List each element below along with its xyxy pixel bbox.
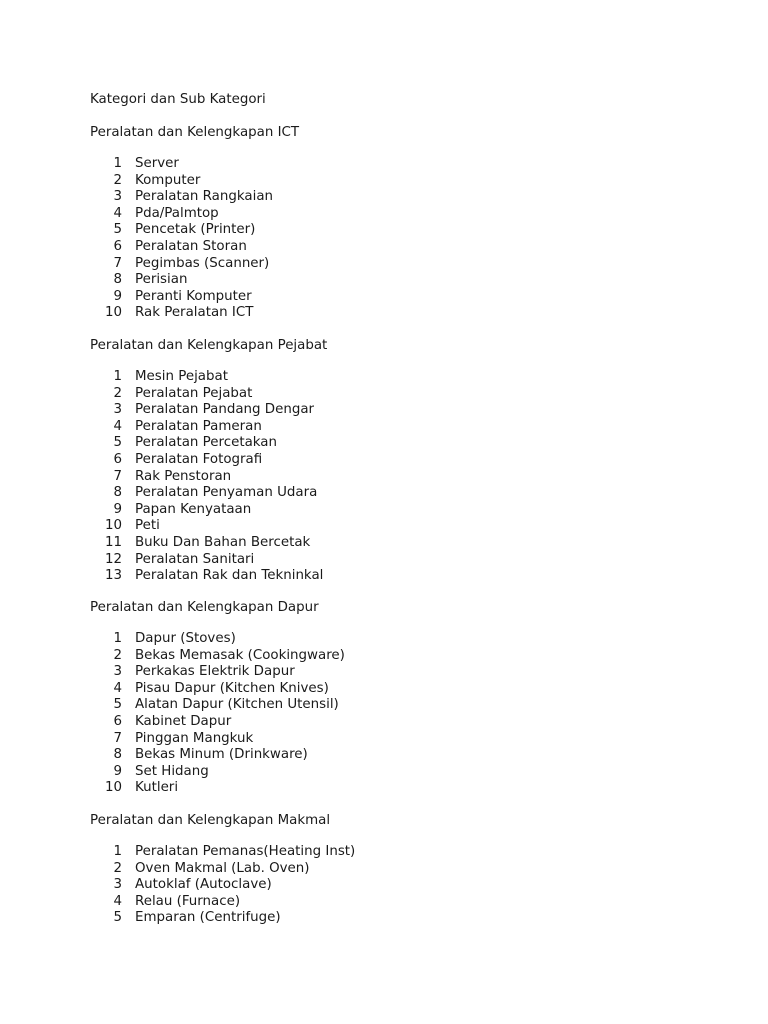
- list-item-number: 3: [113, 402, 122, 418]
- list-item-number: 1: [113, 369, 122, 384]
- list-item-label: Peti: [135, 518, 160, 534]
- list-item-number: 9: [113, 763, 122, 779]
- list-item-label: Buku Dan Bahan Bercetak: [135, 534, 311, 550]
- list-item-number: 10: [104, 780, 122, 796]
- list-item-number: 7: [113, 255, 122, 271]
- list-item-number: 2: [113, 860, 122, 876]
- list-item: [90, 402, 510, 419]
- list-item-number: 5: [113, 910, 122, 926]
- list-item: [90, 222, 510, 239]
- list-item: [90, 648, 510, 665]
- list-item-number: 5: [113, 697, 122, 713]
- list-item-number: 8: [113, 485, 122, 501]
- list-item-number: 4: [113, 205, 122, 221]
- list-item: [90, 435, 510, 452]
- list-item: [90, 910, 510, 927]
- list-item: [90, 844, 510, 861]
- list-item: [90, 502, 510, 519]
- list-item-number: 6: [113, 451, 122, 467]
- list-item-number: 10: [104, 518, 122, 534]
- list-item-number: 9: [113, 288, 122, 304]
- list-item-label: Pisau Dapur (Kitchen Knives): [135, 680, 329, 696]
- list-item-label: Peralatan Penyaman Udara: [135, 485, 318, 501]
- list-item-label: Peralatan Rangkaian: [135, 189, 274, 205]
- list-item-label: Pinggan Mangkuk: [135, 730, 254, 746]
- page-title: Kategori dan Sub Kategori: [90, 92, 266, 107]
- list-item-number: 3: [113, 664, 122, 680]
- list-item-label: Mesin Pejabat: [135, 369, 228, 384]
- list-item-number: 2: [113, 172, 122, 188]
- list-item-number: 1: [113, 156, 122, 171]
- list-item: [90, 369, 510, 386]
- list-item-label: Set Hidang: [135, 763, 209, 779]
- list-item: [90, 697, 510, 714]
- list-item: [90, 469, 510, 486]
- list-item-label: Peralatan Fotografi: [135, 451, 263, 467]
- list-item: [90, 568, 510, 585]
- list-item: [90, 189, 510, 206]
- list-item: [90, 485, 510, 502]
- list-item-label: Perisian: [135, 272, 188, 288]
- list-item: [90, 452, 510, 469]
- list-item: [90, 156, 510, 173]
- list-item: [90, 272, 510, 289]
- list-item-number: 10: [104, 305, 122, 321]
- list-item-number: 2: [113, 385, 122, 401]
- list-item-label: Komputer: [135, 172, 201, 188]
- list-item-number: 3: [113, 877, 122, 893]
- list-item-label: Peralatan Rak dan Tekninkal: [135, 568, 324, 584]
- section-heading-pejabat: Peralatan dan Kelengkapan Pejabat: [90, 338, 328, 353]
- list-item-number: 4: [113, 680, 122, 696]
- list-item: [90, 780, 510, 797]
- list-item: [90, 764, 510, 781]
- list-item-label: Papan Kenyataan: [135, 501, 252, 517]
- list-item-number: 7: [113, 730, 122, 746]
- list-item: [90, 552, 510, 569]
- list-item: [90, 256, 510, 273]
- list-item-number: 3: [113, 189, 122, 205]
- list-item: [90, 861, 510, 878]
- list-item-label: Peralatan Pandang Dengar: [135, 402, 315, 418]
- list-item: [90, 731, 510, 748]
- list-item-number: 1: [113, 631, 122, 646]
- list-item: [90, 631, 510, 648]
- section-heading-dapur: Peralatan dan Kelengkapan Dapur: [90, 600, 319, 615]
- list-item: [90, 877, 510, 894]
- list-item-number: 4: [113, 418, 122, 434]
- list-item-label: Pda/Palmtop: [135, 205, 219, 221]
- list-item-label: Peralatan Pameran: [135, 418, 262, 434]
- list-item-number: 2: [113, 647, 122, 663]
- list-item-number: 11: [104, 534, 122, 550]
- list-item: [90, 419, 510, 436]
- list-item-label: Server: [135, 156, 179, 171]
- list-item: [90, 289, 510, 306]
- item-list-ict: [90, 156, 510, 322]
- section-heading-ict: Peralatan dan Kelengkapan ICT: [90, 125, 300, 140]
- list-item-number: 8: [113, 272, 122, 288]
- list-item-number: 6: [113, 713, 122, 729]
- list-item-number: 8: [113, 747, 122, 763]
- list-item-number: 4: [113, 893, 122, 909]
- list-item-number: 7: [113, 468, 122, 484]
- list-item-label: Perkakas Elektrik Dapur: [135, 664, 295, 680]
- list-item: [90, 206, 510, 223]
- list-item-number: 13: [104, 568, 122, 584]
- list-item-label: Kutleri: [135, 780, 179, 796]
- list-item: [90, 664, 510, 681]
- list-item-label: Emparan (Centrifuge): [135, 910, 281, 926]
- list-item-label: Dapur (Stoves): [135, 631, 236, 646]
- list-item: [90, 535, 510, 552]
- list-item-number: 6: [113, 238, 122, 254]
- list-item-number: 12: [104, 551, 122, 567]
- list-item: [90, 747, 510, 764]
- list-item-label: Pencetak (Printer): [135, 222, 256, 238]
- list-item-number: 5: [113, 435, 122, 451]
- list-item-label: Autoklaf (Autoclave): [135, 877, 272, 893]
- section-heading-makmal: Peralatan dan Kelengkapan Makmal: [90, 813, 331, 828]
- list-item-label: Peralatan Storan: [135, 238, 247, 254]
- list-item-label: Alatan Dapur (Kitchen Utensil): [135, 697, 339, 713]
- list-item: [90, 518, 510, 535]
- list-item-label: Bekas Minum (Drinkware): [135, 747, 308, 763]
- list-item-number: 5: [113, 222, 122, 238]
- list-item-label: Rak Peralatan ICT: [135, 305, 254, 321]
- list-item: [90, 386, 510, 403]
- list-item-label: Peranti Komputer: [135, 288, 252, 304]
- list-item-label: Peralatan Pejabat: [135, 385, 253, 401]
- list-item-label: Peralatan Pemanas(Heating Inst): [135, 844, 356, 859]
- list-item-number: 9: [113, 501, 122, 517]
- list-item: [90, 681, 510, 698]
- list-item-label: Relau (Furnace): [135, 893, 241, 909]
- list-item: [90, 239, 510, 256]
- list-item-label: Rak Penstoran: [135, 468, 232, 484]
- item-list-dapur: [90, 631, 510, 797]
- list-item-label: Peralatan Sanitari: [135, 551, 255, 567]
- list-item: [90, 173, 510, 190]
- item-list-makmal: [90, 844, 510, 927]
- list-item: [90, 305, 510, 322]
- list-item: [90, 894, 510, 911]
- list-item-label: Kabinet Dapur: [135, 713, 232, 729]
- item-list-pejabat: [90, 369, 510, 585]
- list-item: [90, 714, 510, 731]
- list-item-label: Oven Makmal (Lab. Oven): [135, 860, 310, 876]
- list-item-number: 1: [113, 844, 122, 859]
- list-item-label: Peralatan Percetakan: [135, 435, 277, 451]
- list-item-label: Pegimbas (Scanner): [135, 255, 270, 271]
- list-item-label: Bekas Memasak (Cookingware): [135, 647, 345, 663]
